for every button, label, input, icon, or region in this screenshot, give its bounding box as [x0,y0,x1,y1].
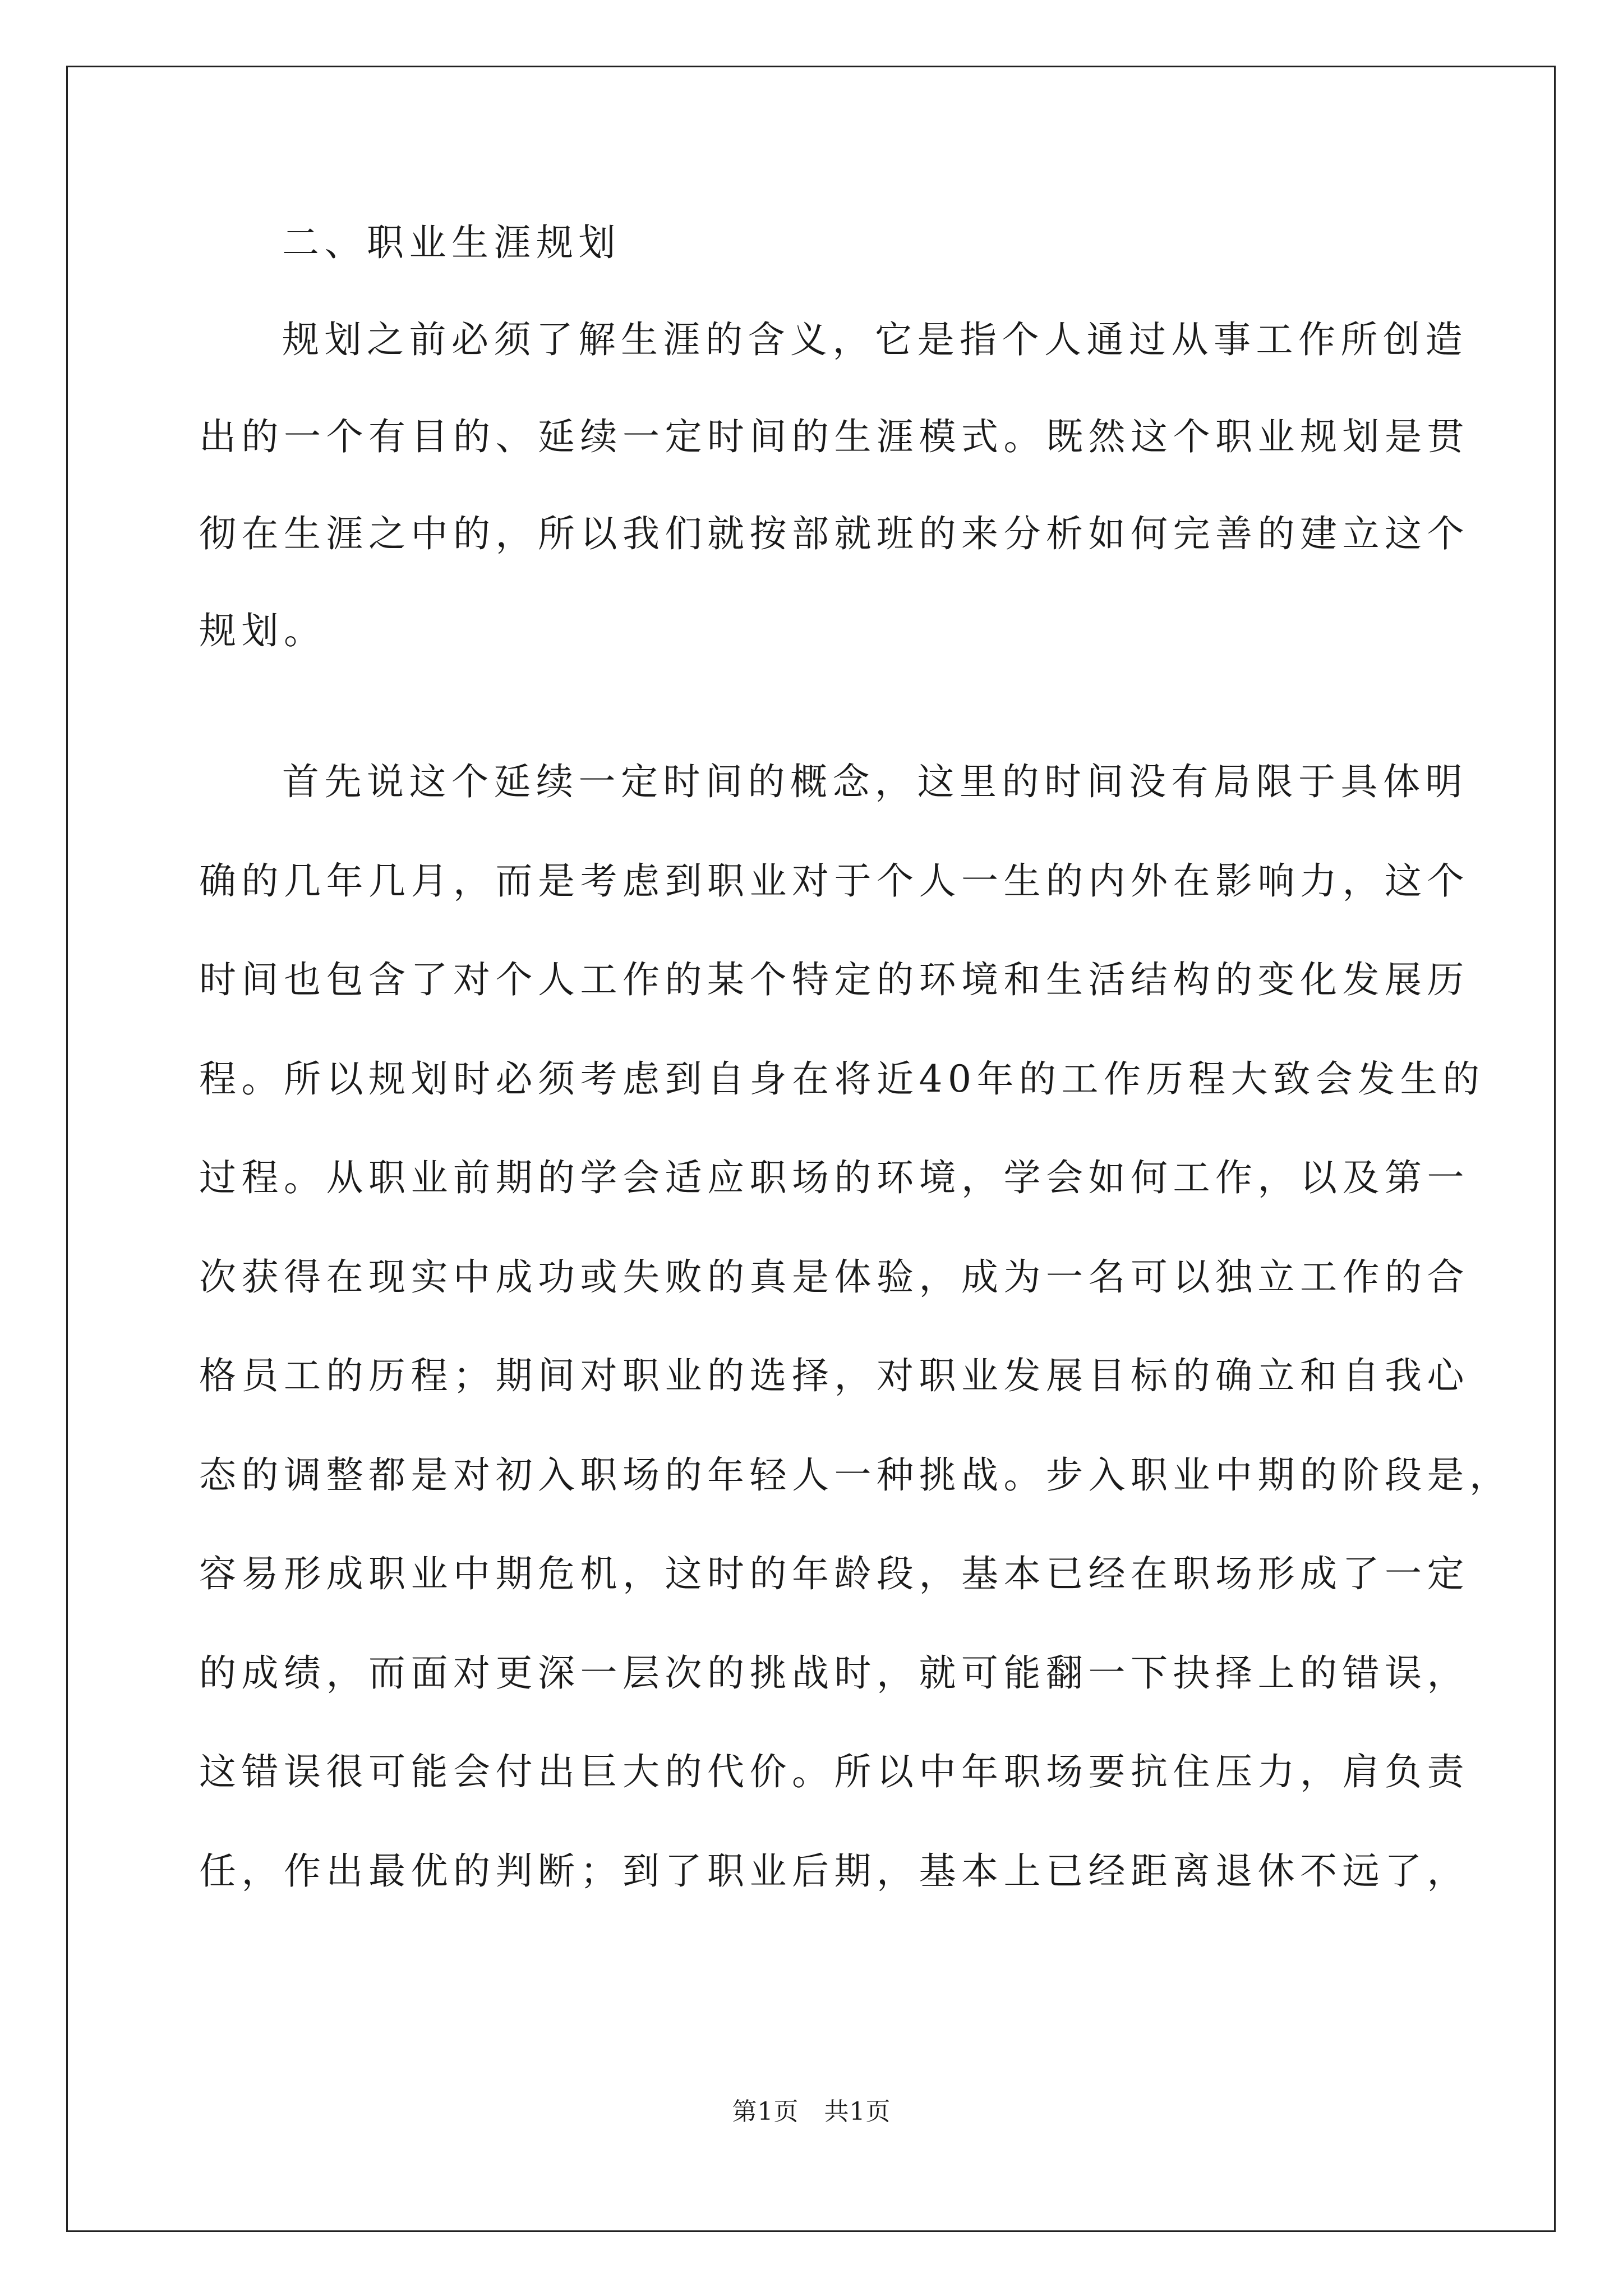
paragraph-2-line-9: 容易形成职业中期危机，这时的年龄段，基本已经在职场形成了一定 [199,1552,1469,1595]
paragraph-2-line-3: 时间也包含了对个人工作的某个特定的环境和生活结构的变化发展历 [199,958,1469,1001]
paragraph-1-line-1: 规划之前必须了解生涯的含义，它是指个人通过从事工作所创造 [282,318,1468,361]
paragraph-1-line-4: 规划。 [199,609,326,652]
paragraph-2-line-5: 过程。从职业前期的学会适应职场的环境，学会如何工作，以及第一 [199,1156,1469,1199]
paragraph-2-line-10: 的成绩，而面对更深一层次的挑战时，就可能翻一下抉择上的错误， [199,1651,1469,1695]
paragraph-2-line-8: 态的调整都是对初入职场的年轻人一种挑战。步入职业中期的阶段是， [199,1453,1512,1497]
paragraph-2-line-7: 格员工的历程；期间对职业的选择，对职业发展目标的确立和自我心 [199,1354,1469,1397]
section-heading: 二、职业生涯规划 [282,221,621,264]
paragraph-2-line-2: 确的几年几月，而是考虑到职业对于个人一生的内外在影响力，这个 [199,859,1469,903]
paragraph-2-line-12: 任，作出最优的判断；到了职业后期，基本上已经距离退休不远了， [199,1849,1469,1893]
paragraph-1-line-2: 出的一个有目的、延续一定时间的生涯模式。既然这个职业规划是贯 [199,415,1469,458]
page-number-footer: 第1页 共1页 [732,2097,891,2126]
paragraph-1-line-3: 彻在生涯之中的，所以我们就按部就班的来分析如何完善的建立这个 [199,512,1469,555]
page-border [66,66,1556,2232]
paragraph-2-line-4: 程。所以规划时必须考虑到自身在将近40年的工作历程大致会发生的 [199,1057,1485,1101]
paragraph-2-line-6: 次获得在现实中成功或失败的真是体验，成为一名可以独立工作的合 [199,1255,1469,1299]
paragraph-2-line-11: 这错误很可能会付出巨大的代价。所以中年职场要抗住压力，肩负责 [199,1750,1469,1793]
paragraph-2-line-1: 首先说这个延续一定时间的概念，这里的时间没有局限于具体明 [282,760,1468,803]
